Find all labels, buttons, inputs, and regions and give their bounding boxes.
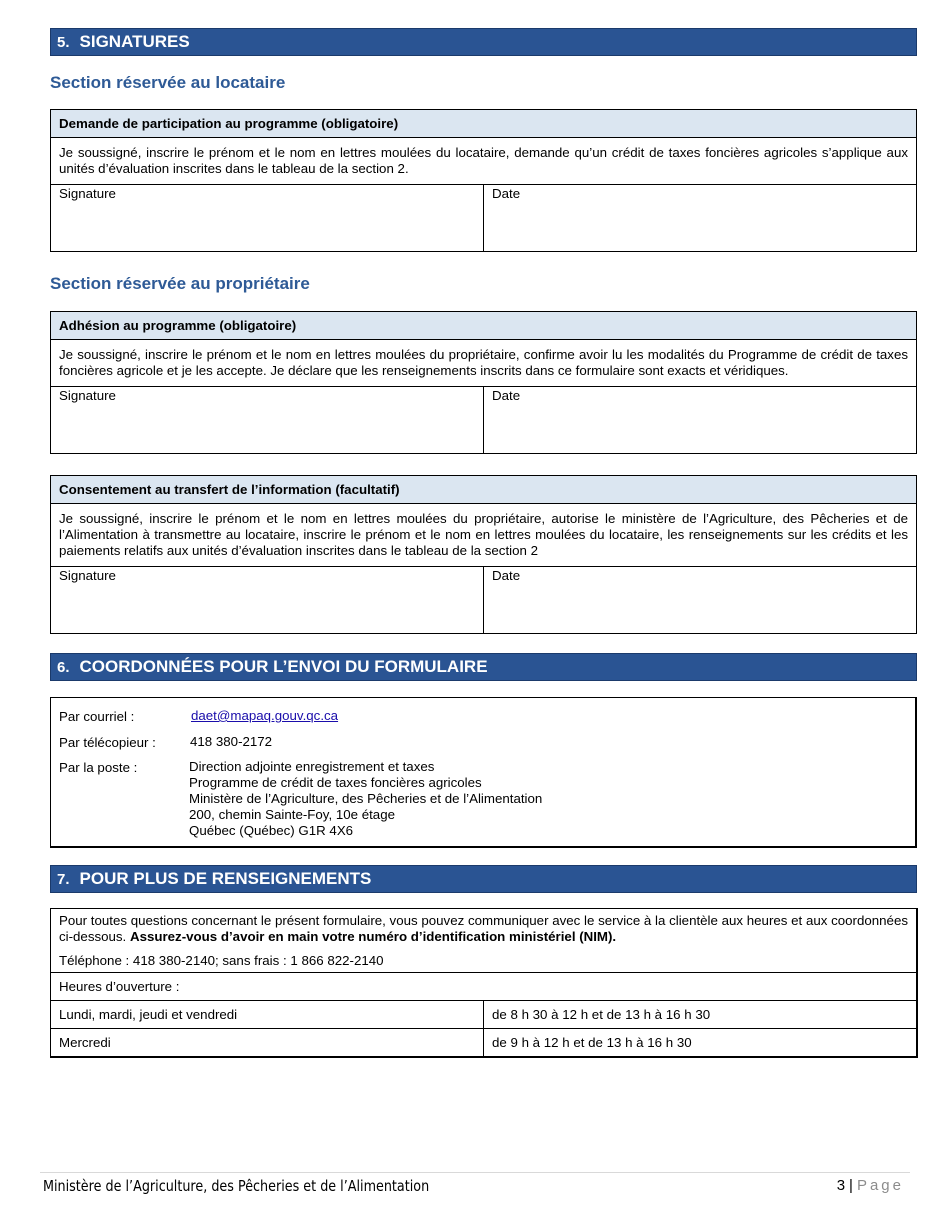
info-phone: Téléphone : 418 380-2140; sans frais : 1 866 822-2140 (59, 953, 384, 968)
consent-signature-field[interactable] (51, 567, 484, 634)
box-text: Je soussigné, inscrire le prénom et le nom en lettres moulées du propriétaire, autorise le ministère de l’Agriculture, des Pêcheries et de l’Alimentation à transmettre au locataire, inscrire le prénom et le nom en lettres moulées du locataire, les renseignements sur les crédits et les paiements relatifs aux unités d’évaluation inscrites dans le tableau de la section 2 (51, 504, 917, 567)
box-heading: Demande de participation au programme (obligatoire) (51, 110, 917, 138)
signature-label: Signature (59, 568, 116, 583)
fax-number: 418 380-2172 (190, 734, 273, 749)
info-intro-cell (51, 909, 918, 973)
owner-adhesion-table (50, 311, 917, 454)
postal-address (189, 759, 542, 839)
tenant-signature-field[interactable] (51, 185, 484, 252)
section-title: POUR PLUS DE RENSEIGNEMENTS (79, 869, 372, 888)
address-line: 200, chemin Sainte-Foy, 10e étage (189, 807, 395, 822)
footer-page (837, 1177, 904, 1194)
owner-date-field[interactable] (484, 387, 917, 454)
section-6-header (50, 653, 917, 681)
box-text: Je soussigné, inscrire le prénom et le nom en lettres moulées du propriétaire, confirme avoir lu les modalités du Programme de crédit de taxes foncières agricole et je les accepte. Je déclare que les renseignements inscrits dans ce formulaire sont exacts et véridiques. (51, 340, 917, 387)
info-intro: Pour toutes questions concernant le présent formulaire, vous pouvez communiquer avec le service à la clientèle aux heures et aux coordonnées ci-dessous. (59, 913, 908, 944)
tenant-subtitle: Section réservée au locataire (50, 73, 286, 92)
section-number: 7. (57, 871, 70, 888)
box-text: Je soussigné, inscrire le prénom et le nom en lettres moulées du locataire, demande qu’un crédit de taxes foncières agricoles s’applique aux unités d’évaluation inscrites dans le tableau de la section 2. (51, 138, 917, 185)
signature-label: Signature (59, 186, 116, 201)
page-separator: | (849, 1177, 853, 1194)
mail-label: Par la poste : (59, 760, 138, 775)
section-5-header (50, 28, 917, 56)
box-heading: Adhésion au programme (obligatoire) (51, 312, 917, 340)
page-label: Page (856, 1177, 904, 1194)
email-link[interactable]: daet@mapaq.gouv.qc.ca (191, 708, 339, 723)
date-label: Date (492, 388, 521, 403)
page-number: 3 (836, 1177, 846, 1194)
hours-days: Lundi, mardi, jeudi et vendredi (51, 1001, 484, 1029)
owner-signature-field[interactable] (51, 387, 484, 454)
email-label: Par courriel : (59, 709, 135, 724)
address-line: Québec (Québec) G1R 4X6 (189, 823, 354, 838)
section-number: 6. (57, 659, 70, 676)
info-intro-bold: Assurez-vous d’avoir en main votre numéro d’identification ministériel (NIM). (129, 929, 617, 944)
consent-date-field[interactable] (484, 567, 917, 634)
section-title: COORDONNÉES POUR L’ENVOI DU FORMULAIRE (79, 657, 488, 676)
address-line: Direction adjointe enregistrement et taxes (189, 759, 435, 774)
date-label: Date (492, 186, 521, 201)
section-title: SIGNATURES (79, 32, 190, 51)
section-7-header (50, 865, 917, 893)
hours-label: Heures d’ouverture : (51, 973, 918, 1001)
fax-label: Par télécopieur : (59, 735, 156, 750)
footer-divider (40, 1172, 910, 1173)
hours-days: Mercredi (51, 1029, 484, 1057)
date-label: Date (492, 568, 521, 583)
tenant-date-field[interactable] (484, 185, 917, 252)
hours-time: de 8 h 30 à 12 h et de 13 h à 16 h 30 (484, 1001, 918, 1029)
address-line: Ministère de l’Agriculture, des Pêcheries et de l’Alimentation (189, 791, 543, 806)
section-number: 5. (57, 34, 70, 51)
contact-box (50, 697, 917, 848)
info-table (50, 908, 918, 1058)
address-line: Programme de crédit de taxes foncières agricoles (189, 775, 482, 790)
tenant-participation-table (50, 109, 917, 252)
hours-time: de 9 h à 12 h et de 13 h à 16 h 30 (484, 1029, 918, 1057)
box-heading: Consentement au transfert de l’information (facultatif) (51, 476, 917, 504)
consent-transfer-table (50, 475, 917, 634)
signature-label: Signature (59, 388, 116, 403)
footer-ministry: Ministère de l’Agriculture, des Pêcheries et de l’Alimentation (43, 1177, 430, 1195)
owner-subtitle: Section réservée au propriétaire (50, 274, 310, 293)
